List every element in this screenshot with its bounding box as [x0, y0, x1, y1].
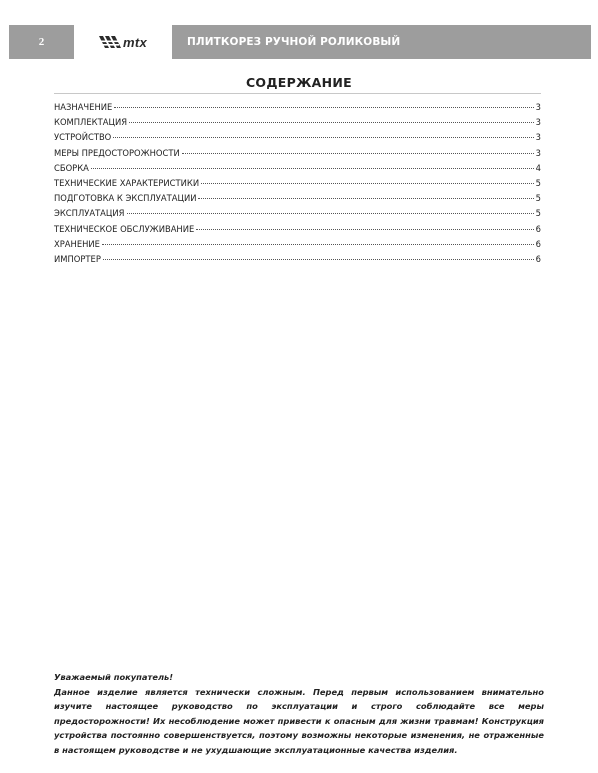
toc-leader-dots [113, 137, 533, 138]
toc-item[interactable] [54, 102, 541, 117]
toc-item[interactable] [54, 208, 541, 223]
brand-logo [74, 25, 172, 59]
toc-item-label: УСТРОЙСТВО [54, 132, 112, 143]
toc-item-label: ТЕХНИЧЕСКОЕ ОБСЛУЖИВАНИЕ [54, 223, 195, 234]
toc-item-label: СБОРКА [54, 162, 89, 173]
toc-item[interactable] [54, 239, 541, 254]
toc-item-label: ПОДГОТОВКА К ЭКСПЛУАТАЦИИ [54, 193, 197, 204]
toc-leader-dots [114, 107, 533, 108]
toc-item[interactable] [54, 178, 541, 193]
notice-greeting: Уважаемый покупатель! [54, 672, 174, 682]
notice-body: Данное изделие является технически сложным. Перед первым использованием внимательно изучите настоящее руководство по эксплуатации и строго соблюдайте все меры предосторожности! Их несоблюдение может привести к опасным для жизни травмам! Конструкция устройства постоянно совершенствуется, поэтому возможны некоторые изменения, не отраженные в настоящем руководстве и не ухудшающие эксплуатационные качества изделия. [54, 686, 544, 755]
toc-item-label: НАЗНАЧЕНИЕ [54, 102, 113, 112]
toc-item-label: ЭКСПЛУАТАЦИЯ [54, 208, 125, 219]
toc-item-page: 5 [535, 193, 541, 204]
toc-item[interactable] [54, 193, 541, 208]
toc-leader-dots [127, 213, 534, 214]
toc-item[interactable] [54, 163, 541, 178]
page-header [9, 25, 591, 59]
toc-item-page: 3 [535, 117, 541, 128]
toc-item[interactable] [54, 132, 541, 147]
toc-leader-dots [103, 259, 534, 260]
customer-notice [54, 670, 544, 758]
toc-item-page: 6 [535, 238, 541, 249]
toc-item-page: 3 [535, 132, 541, 143]
toc-item[interactable] [54, 224, 541, 239]
toc-item-page: 4 [535, 162, 541, 173]
toc-leader-dots [196, 229, 533, 230]
toc-leader-dots [129, 122, 534, 123]
toc-item-label: ТЕХНИЧЕСКИЕ ХАРАКТЕРИСТИКИ [54, 177, 200, 188]
toc-item-page: 3 [535, 102, 541, 112]
toc-leader-dots [91, 168, 534, 169]
toc-item-label: КОМПЛЕКТАЦИЯ [54, 117, 128, 128]
toc-leader-dots [102, 244, 534, 245]
page-number: 2 [9, 25, 74, 59]
toc-item-page: 5 [535, 177, 541, 188]
toc-divider [54, 93, 541, 94]
toc-leader-dots [198, 198, 533, 199]
mtx-logo-icon [99, 34, 121, 50]
toc-leader-dots [182, 153, 534, 154]
toc-item[interactable] [54, 117, 541, 132]
table-of-contents [54, 102, 541, 269]
toc-item[interactable] [54, 254, 541, 269]
toc-item-label: ХРАНЕНИЕ [54, 238, 100, 249]
toc-item-page: 6 [535, 253, 541, 264]
toc-leader-dots [201, 183, 534, 184]
toc-item-page: 6 [535, 223, 541, 234]
toc-item-label: ИМПОРТЕР [54, 253, 101, 264]
toc-item-page: 3 [535, 147, 541, 158]
toc-item-label: МЕРЫ ПРЕДОСТОРОЖНОСТИ [54, 147, 180, 158]
toc-item[interactable] [54, 148, 541, 163]
toc-item-page: 5 [535, 208, 541, 219]
toc-heading: СОДЕРЖАНИЕ [245, 75, 353, 90]
document-title: ПЛИТКОРЕЗ РУЧНОЙ РОЛИКОВЫЙ [172, 25, 591, 59]
logo-text: mtx [122, 34, 148, 50]
